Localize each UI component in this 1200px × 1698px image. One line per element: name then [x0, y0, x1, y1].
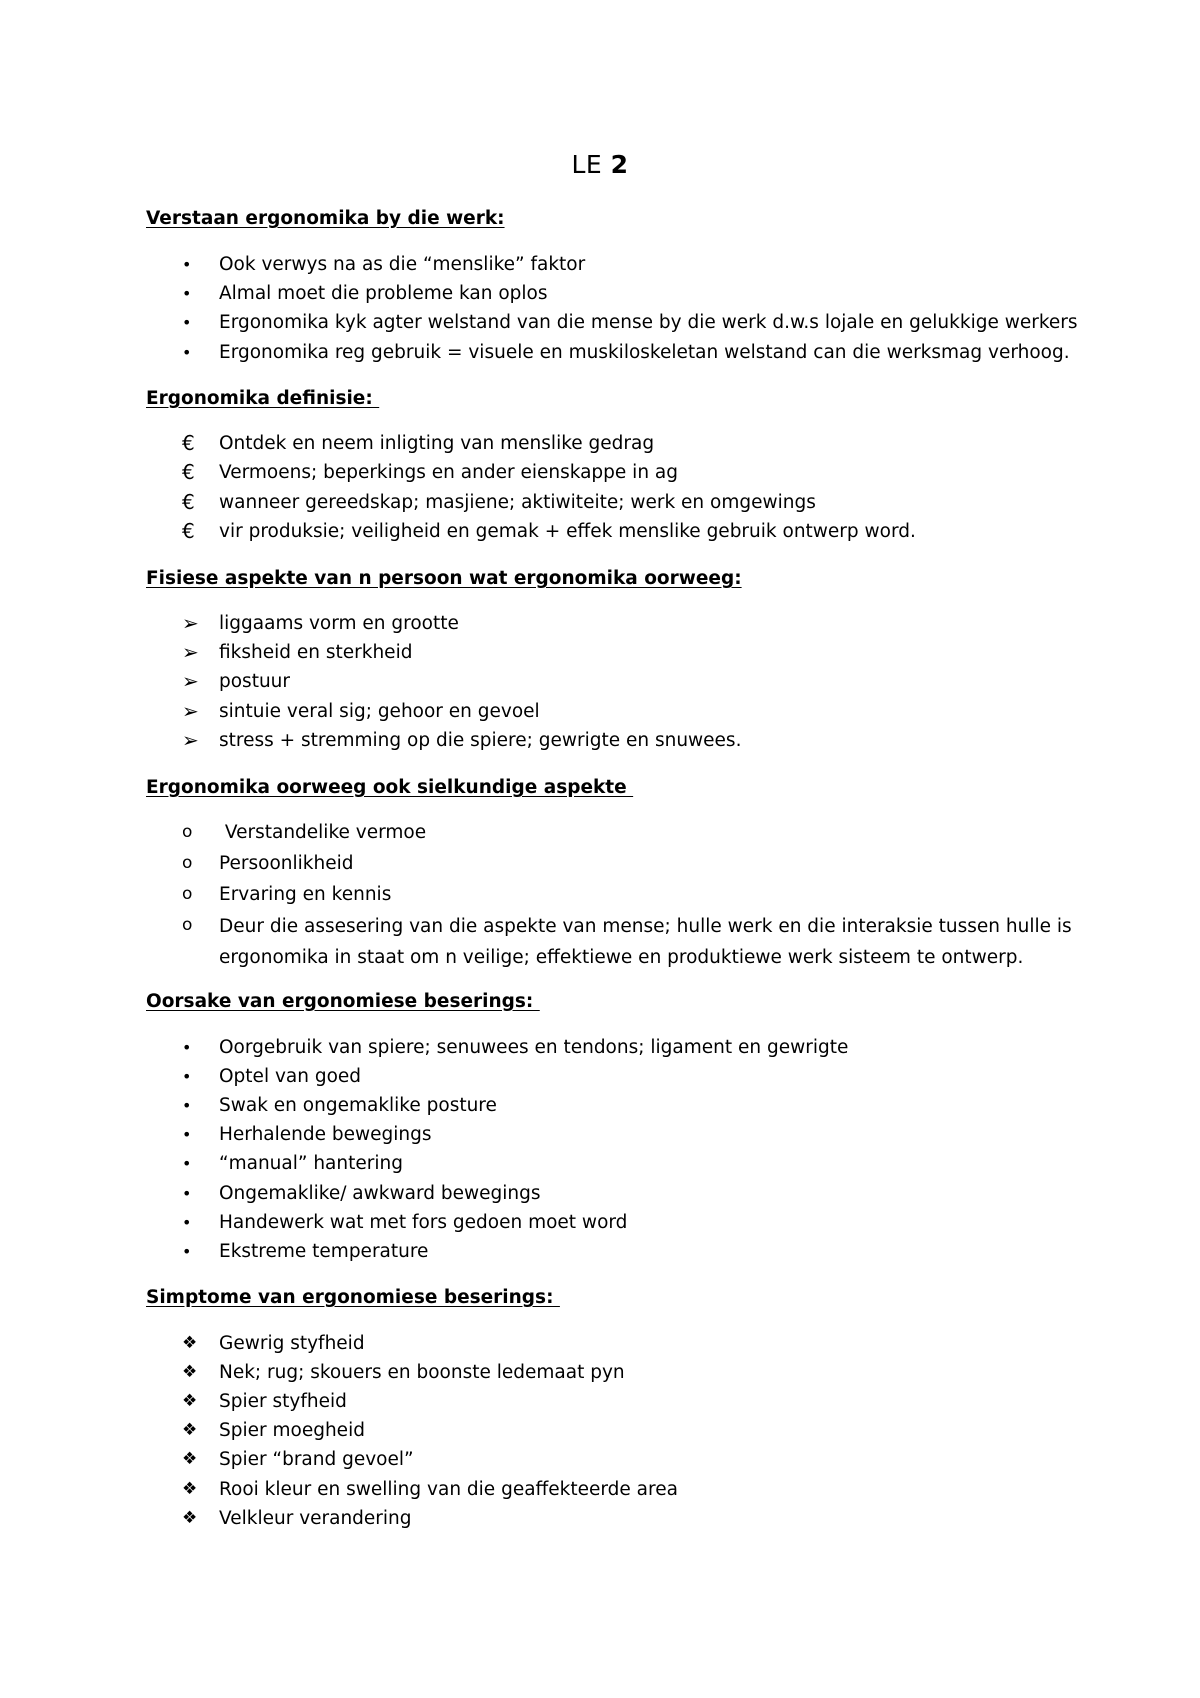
list-item-text: Persoonlikheid: [219, 853, 354, 874]
list-item: [0, 818, 1200, 847]
bullet-icon: •: [182, 343, 192, 362]
list-item: [0, 1329, 1200, 1358]
document-title: [0, 150, 1200, 179]
list-item: [0, 880, 1200, 909]
diamond-bullet-icon: ❖: [182, 1420, 198, 1440]
diamond-bullet-icon: ❖: [182, 1391, 198, 1411]
arrow-bullet-icon: ➢: [182, 640, 199, 664]
list-item-text: Gewrig styfheid: [219, 1333, 365, 1354]
section-heading-oorsake: Oorsake van ergonomiese beserings:: [146, 991, 540, 1012]
list-item: [0, 279, 1200, 308]
list-item: [0, 849, 1200, 878]
circle-bullet-icon: o: [182, 915, 193, 935]
list-item: [0, 726, 1200, 755]
list-item-text: Nek; rug; skouers en boonste ledemaat pyn: [219, 1362, 625, 1383]
title-prefix: LE: [571, 150, 611, 179]
list-item-text: liggaams vorm en grootte: [219, 613, 459, 634]
list-item-text: Ergonomika reg gebruik = visuele en muskiloskeletan welstand can die werksmag verhoog.: [219, 342, 1070, 363]
list-item: [0, 1033, 1200, 1062]
list-item: [0, 911, 1200, 971]
title-number: 2: [610, 150, 629, 179]
section-heading-definisie: Ergonomika definisie:: [146, 388, 380, 409]
list-item-text: wanneer gereedskap; masjiene; aktiwiteite; werk en omgewings: [219, 492, 816, 513]
diamond-bullet-icon: ❖: [182, 1362, 198, 1382]
circle-bullet-icon: o: [182, 822, 193, 842]
section-heading-verstaan: Verstaan ergonomika by die werk:: [146, 208, 505, 229]
list-item: [0, 1416, 1200, 1445]
list-item: [0, 458, 1200, 487]
bullet-icon: •: [182, 284, 192, 303]
arrow-bullet-icon: ➢: [182, 669, 199, 693]
diamond-bullet-icon: ❖: [182, 1333, 198, 1353]
list-item: [0, 1149, 1200, 1178]
list-item: [0, 1179, 1200, 1208]
list-item: [0, 338, 1200, 367]
arrow-bullet-icon: ➢: [182, 728, 199, 752]
list-item: [0, 1504, 1200, 1533]
list-item-text: Ervaring en kennis: [219, 884, 392, 905]
list-item-text: stress + stremming op die spiere; gewrigte en snuwees.: [219, 730, 742, 751]
diamond-bullet-icon: ❖: [182, 1479, 198, 1499]
list-item-text: Velkleur verandering: [219, 1508, 412, 1529]
list-item-text: Almal moet die probleme kan oplos: [219, 283, 548, 304]
list-item-text: Ongemaklike/ awkward bewegings: [219, 1183, 541, 1204]
euro-bullet-icon: €: [182, 519, 195, 543]
list-item: [0, 667, 1200, 696]
bullet-icon: •: [182, 1067, 192, 1086]
list-item: [0, 1237, 1200, 1266]
circle-bullet-icon: o: [182, 853, 193, 873]
section-heading-fisiese-aspekte: Fisiese aspekte van n persoon wat ergonomika oorweeg:: [146, 568, 742, 589]
list-item-text: Ergonomika kyk agter welstand van die mense by die werk d.w.s lojale en gelukkige werkers: [219, 312, 1078, 333]
list-item-text: sintuie veral sig; gehoor en gevoel: [219, 701, 540, 722]
list-item: [0, 1387, 1200, 1416]
list-item-text: postuur: [219, 671, 291, 692]
list-item-text: Vermoens; beperkings en ander eienskappe in ag: [219, 462, 679, 483]
euro-bullet-icon: €: [182, 490, 195, 514]
list-item-text: fiksheid en sterkheid: [219, 642, 413, 663]
list-item-text: Oorgebruik van spiere; senuwees en tendons; ligament en gewrigte: [219, 1037, 849, 1058]
section-heading-simptome: Simptome van ergonomiese beserings:: [146, 1287, 560, 1308]
list-item: [0, 1091, 1200, 1120]
list-item-text: Handewerk wat met fors gedoen moet word: [219, 1212, 628, 1233]
euro-bullet-icon: €: [182, 431, 195, 455]
section-heading-sielkundige-aspekte: Ergonomika oorweeg ook sielkundige aspekte: [146, 777, 634, 798]
list-item: [0, 488, 1200, 517]
list-item-text: Ook verwys na as die “menslike” faktor: [219, 254, 586, 275]
bullet-icon: •: [182, 1213, 192, 1232]
bullet-icon: •: [182, 1125, 192, 1144]
list-item-text: Spier styfheid: [219, 1391, 347, 1412]
list-item: [0, 1120, 1200, 1149]
list-item-text: vir produksie; veiligheid en gemak + effek menslike gebruik ontwerp word.: [219, 521, 916, 542]
list-item: [0, 429, 1200, 458]
list-item-text: Spier “brand gevoel”: [219, 1449, 414, 1470]
euro-bullet-icon: €: [182, 460, 195, 484]
list-item: [0, 308, 1200, 337]
list-item-text: Ekstreme temperature: [219, 1241, 429, 1262]
list-item-text: “manual” hantering: [219, 1153, 403, 1174]
bullet-icon: •: [182, 1242, 192, 1261]
list-item-text: Herhalende bewegings: [219, 1124, 432, 1145]
bullet-icon: •: [182, 255, 192, 274]
diamond-bullet-icon: ❖: [182, 1508, 198, 1528]
list-item: [0, 697, 1200, 726]
list-item-text: Swak en ongemaklike posture: [219, 1095, 497, 1116]
list-item: [0, 609, 1200, 638]
list-item-text: Spier moegheid: [219, 1420, 365, 1441]
diamond-bullet-icon: ❖: [182, 1449, 198, 1469]
circle-bullet-icon: o: [182, 884, 193, 904]
arrow-bullet-icon: ➢: [182, 611, 199, 635]
bullet-icon: •: [182, 1038, 192, 1057]
list-item-text: Verstandelike vermoe: [219, 822, 427, 843]
list-item: [0, 250, 1200, 279]
list-item: [0, 1208, 1200, 1237]
list-item: [0, 638, 1200, 667]
list-item: [0, 1445, 1200, 1474]
list-item: [0, 1475, 1200, 1504]
bullet-icon: •: [182, 1154, 192, 1173]
list-item-text: Optel van goed: [219, 1066, 362, 1087]
list-item: [0, 517, 1200, 546]
arrow-bullet-icon: ➢: [182, 699, 199, 723]
list-item-text: Deur die assesering van die aspekte van mense; hulle werk en die interaksie tussen hulle is ergonomika in staat om n veilige; effektiewe en produktiewe werk sisteem te ontwerp.: [219, 916, 1072, 968]
list-item-text: Rooi kleur en swelling van die geaffekteerde area: [219, 1479, 678, 1500]
list-item: [0, 1062, 1200, 1091]
bullet-icon: •: [182, 1096, 192, 1115]
bullet-icon: •: [182, 313, 192, 332]
list-item: [0, 1358, 1200, 1387]
bullet-icon: •: [182, 1184, 192, 1203]
list-item-text: Ontdek en neem inligting van menslike gedrag: [219, 433, 655, 454]
